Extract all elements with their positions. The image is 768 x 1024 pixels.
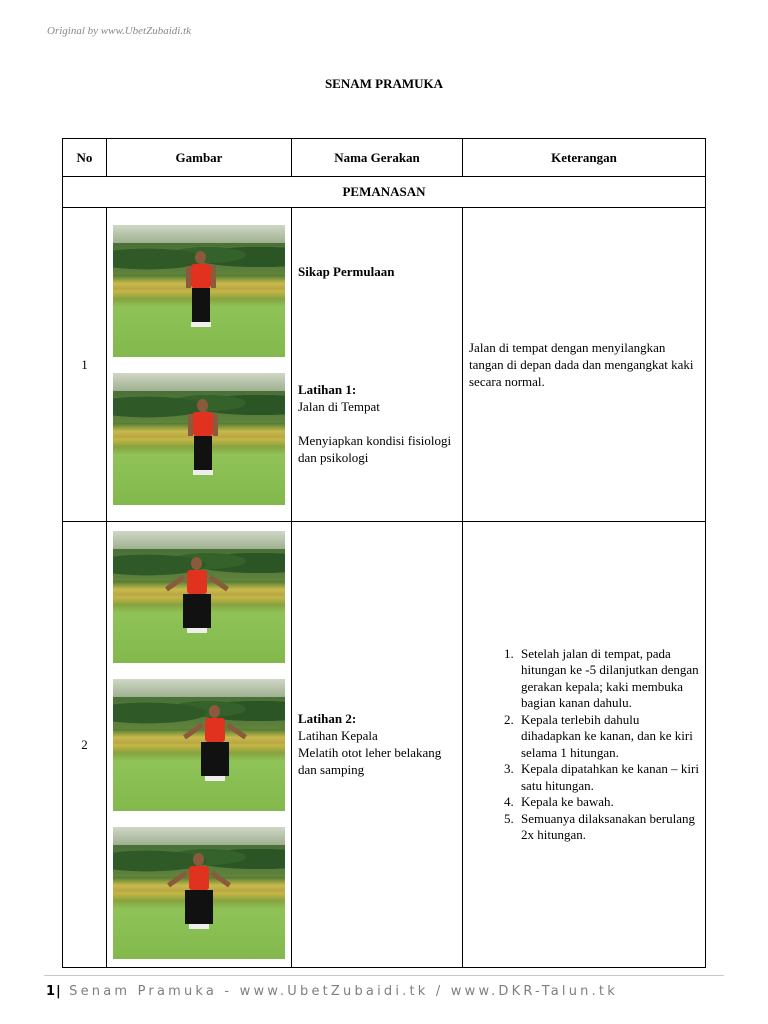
steps-list	[469, 646, 699, 844]
row-number: 1	[63, 208, 107, 522]
page-number: 1	[46, 984, 57, 999]
list-item: 2. Kepala terlebih dahulu dihadapkan ke kanan, dan ke kiri selama 1 hitungan.	[517, 712, 699, 762]
exercise-photo	[113, 531, 285, 663]
description-cell	[463, 522, 706, 968]
exercise-table	[62, 138, 706, 968]
description-text: Jalan di tempat dengan menyilangkan tangan di depan dada dan mengangkat kaki secara normal.	[469, 340, 694, 389]
table-header-row	[63, 139, 706, 177]
list-item: 5. Semuanya dilaksanakan berulang 2x hitungan.	[517, 811, 699, 844]
exercise-photo	[113, 827, 285, 959]
description-cell	[463, 208, 706, 522]
image-cell	[107, 522, 292, 968]
list-item: 3. Kepala dipatahkan ke kanan – kiri satu hitungan.	[517, 761, 699, 794]
latihan-purpose: Menyiapkan kondisi fisiologi dan psikologi	[298, 433, 452, 465]
exercise-photo	[113, 225, 285, 357]
exercise-photo	[113, 373, 285, 505]
section-label: PEMANASAN	[63, 177, 706, 208]
header-keterangan: Keterangan	[463, 139, 706, 177]
footer-separator: |	[56, 984, 62, 999]
header-gambar: Gambar	[107, 139, 292, 177]
latihan-name: Jalan di Tempat	[298, 399, 380, 414]
page-footer	[46, 984, 618, 999]
footer-text: Senam Pramuka - www.UbetZubaidi.tk / www.DKR-Talun.tk	[69, 984, 618, 999]
latihan-title: Latihan 2:	[298, 711, 357, 726]
movement-cell	[292, 522, 463, 968]
latihan-title: Latihan 1:	[298, 382, 357, 397]
header-no: No	[63, 139, 107, 177]
row-number: 2	[63, 522, 107, 968]
list-item: 4. Kepala ke bawah.	[517, 794, 699, 811]
footer-divider	[44, 975, 724, 976]
latihan-purpose: Melatih otot leher belakang dan samping	[298, 745, 442, 777]
header-nama-gerakan: Nama Gerakan	[292, 139, 463, 177]
document-title: SENAM PRAMUKA	[324, 76, 444, 91]
table-row	[63, 522, 706, 968]
section-row	[63, 177, 706, 208]
table-row	[63, 208, 706, 522]
latihan-name: Latihan Kepala	[298, 728, 378, 743]
start-position-label: Sikap Permulaan	[298, 264, 395, 279]
exercise-photo	[113, 679, 285, 811]
list-item: 1. Setelah jalan di tempat, pada hitungan ke -5 dilanjutkan dengan gerakan kepala; kaki membuka bagian kanan dahulu.	[517, 646, 699, 712]
movement-cell	[292, 208, 463, 522]
image-cell	[107, 208, 292, 522]
watermark: Original by www.UbetZubaidi.tk	[47, 25, 192, 37]
